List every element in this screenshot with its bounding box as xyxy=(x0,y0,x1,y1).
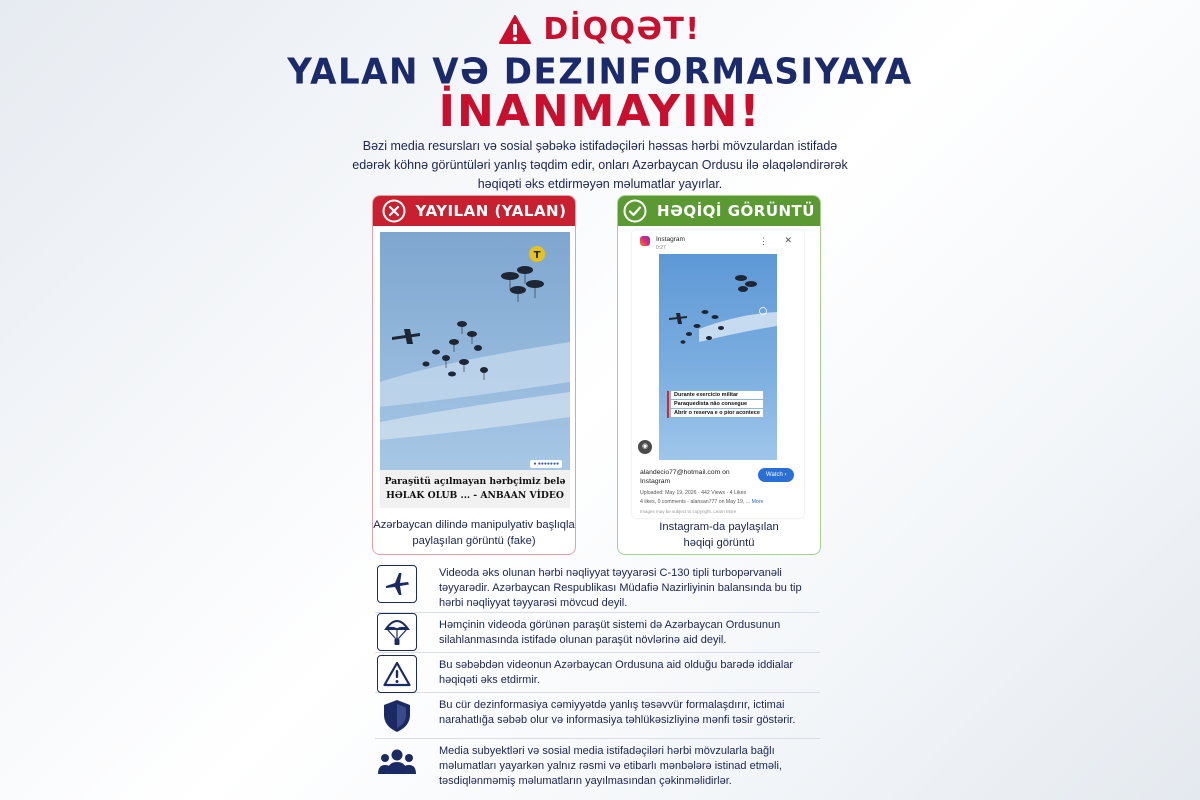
intro-paragraph: Bəzi media resursları və sosial şəbəkə istifadəçiləri həssas hərbi mövzulardan istifadə edərək köhnə görüntüləri yanlış təqdim edir, onları Azərbaycan Ordusu ilə əlaqələndirərək həqiqəti əks etdirməyən məlumatlar yayırlar. xyxy=(352,139,848,191)
video-duration: 0:27 xyxy=(656,245,666,251)
watch-button[interactable]: Watch › xyxy=(758,468,794,482)
overlay-line: Paraquedista não consegue xyxy=(671,400,763,408)
upload-meta: Uploaded: May 19, 2026 · 442 Views · 4 Likes 4 likes, 0 comments - alansan777 on May 19, ... More xyxy=(640,490,764,505)
fact-item xyxy=(375,693,820,739)
real-card-title: HƏQİQİ GÖRÜNTÜ xyxy=(657,202,815,220)
comment-summary: 4 likes, 0 comments - alansan777 on May 19, ... xyxy=(640,499,751,505)
instagram-video-frame[interactable] xyxy=(659,254,777,460)
headline-line-1: YALAN VƏ DEZINFORMASIYAYA xyxy=(287,51,913,93)
fake-video-frame xyxy=(380,232,570,470)
close-icon[interactable]: ✕ xyxy=(784,235,792,245)
fake-card-title: YAYILAN (YALAN) xyxy=(415,202,567,220)
overlay-line: Durante exercício militar xyxy=(671,391,763,399)
view-count: 442 Views xyxy=(701,490,725,496)
lens-icon[interactable]: ◉ xyxy=(638,440,652,454)
check-circle-icon xyxy=(623,199,647,223)
copyright-note: Images may be subject to copyright. Learn More xyxy=(640,509,737,514)
video-text-overlay xyxy=(667,391,763,418)
real-card-description: Instagram-da paylaşılan həqiqi görüntü xyxy=(659,521,779,549)
cross-circle-icon xyxy=(382,199,406,223)
instagram-header xyxy=(640,236,685,251)
svg-text:T: T xyxy=(533,250,541,261)
warning-line xyxy=(0,12,1200,47)
fact-item xyxy=(375,653,820,693)
overlay-line: Abrir o reserva e o pior acontece xyxy=(671,409,763,417)
more-link[interactable]: More xyxy=(751,499,764,505)
instagram-details xyxy=(640,468,800,514)
real-card-header xyxy=(618,196,820,226)
uploader-name[interactable]: alandecio77@hotmail.com on Instagram xyxy=(640,469,730,485)
fake-image-caption: Paraşütü açılmayan hərbçimiz belə HƏLAK OLUB ... - ANBAAN VİDEO xyxy=(380,470,570,508)
more-options-icon[interactable]: ⋮ xyxy=(759,236,768,246)
fact-item xyxy=(375,613,820,653)
fake-card-description: Azərbaycan dilində manipulyativ başlıqla paylaşılan görüntü (fake) xyxy=(373,519,575,547)
fact-text: Bu cür dezinformasiya cəmiyyətdə yanlış təsəvvür formalaşdırır, ictimai narahatlığa səbəb olur və informasiya təhlükəsizliyinə mənfi təsir göstərir. xyxy=(439,699,796,726)
fact-text: Həmçinin videoda görünən paraşüt sistemi də Azərbaycan Ordusunun silahlanmasında istifadə olunan paraşüt növlərinə aid deyil. xyxy=(439,619,781,646)
fact-item xyxy=(375,561,820,613)
like-count: 4 Likes xyxy=(729,490,747,496)
source-logo: ● ●●●●●●● xyxy=(530,460,562,468)
warning-title: DİQQƏT! xyxy=(543,12,701,47)
headline-line-2: İNANMAYIN! xyxy=(438,86,762,137)
warning-icon xyxy=(499,15,531,45)
fake-card-header xyxy=(373,196,575,226)
parachute-icon xyxy=(377,613,417,651)
fact-text: Bu səbəbdən videonun Azərbaycan Ordusuna aid olduğu barədə iddialar həqiqəti əks etdirmir. xyxy=(439,659,794,686)
upload-date: Uploaded: May 19, 2026 xyxy=(640,490,697,496)
instagram-embed xyxy=(632,230,804,518)
parachute-drop-scene-real xyxy=(659,254,777,460)
warning-triangle-icon xyxy=(377,655,417,693)
fake-card xyxy=(372,195,576,555)
real-card xyxy=(617,195,821,555)
shield-icon xyxy=(377,697,417,735)
fact-text: Media subyektləri və sosial media istifadəçiləri hərbi mövzularla bağlı məlumatları yayarkən yalnız rəsmi və etibarlı mənbələrə istinad etməli, təsdiqlənməmiş məlumatların yayılmasından çəkinməlidirlər. xyxy=(439,745,782,787)
instagram-logo-icon xyxy=(640,236,650,246)
people-group-icon xyxy=(377,743,417,781)
instagram-app-name: Instagram xyxy=(656,236,685,243)
fact-item xyxy=(375,739,820,789)
parachute-drop-scene xyxy=(380,232,570,470)
airplane-icon xyxy=(377,565,417,603)
fact-text: Videoda əks olunan hərbi nəqliyyat təyyarəsi C-130 tipli turbopərvanəli təyyarədir. Azərbaycan Respublikası Müdafiə Nazirliyinin balansında bu tip hərbi nəqliyyat təyyarəsi mövcud deyil. xyxy=(439,567,802,609)
watch-button-label: Watch xyxy=(766,472,783,478)
